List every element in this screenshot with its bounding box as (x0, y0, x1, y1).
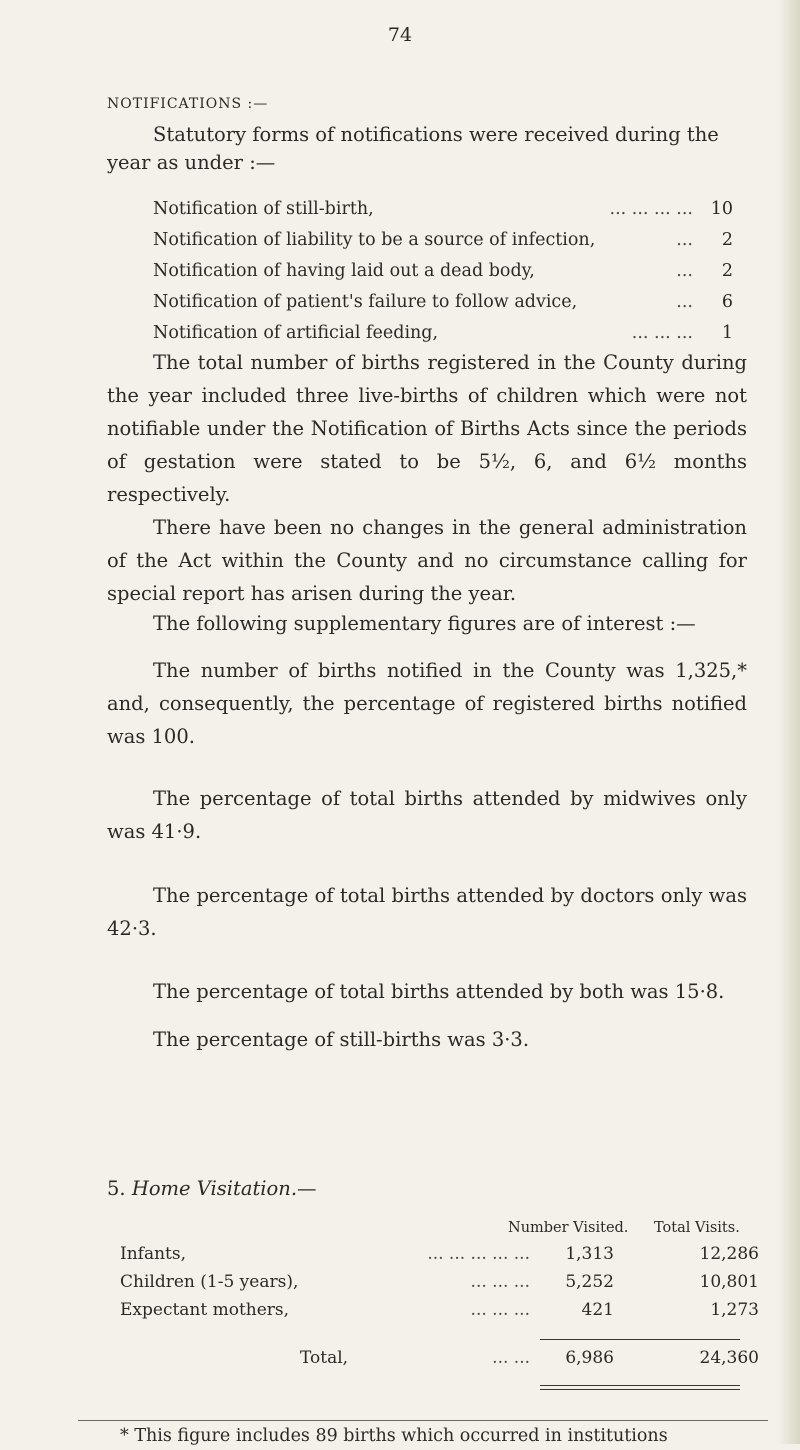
intro-line-2: year as under :— (107, 151, 276, 174)
column-header-total-visits: Total Visits. (654, 1220, 740, 1236)
leader-dots: ... ... ... ... ... (427, 1244, 530, 1264)
notification-count: 2 (721, 230, 733, 250)
notification-label: Notification of still-birth, (153, 199, 374, 219)
leader-dots: ... (676, 230, 693, 250)
leader-dots: ... ... ... (470, 1272, 530, 1292)
page-number: 74 (387, 24, 413, 46)
total-rule-lower (540, 1389, 740, 1390)
page-edge-shadow (778, 0, 800, 1444)
total-visits-cell: 10,801 (699, 1272, 759, 1292)
total-visits: 24,360 (699, 1348, 759, 1368)
paragraph-doctors-only: The percentage of total births attended by doctors only was 42·3. (107, 884, 747, 940)
intro-line-1: Statutory forms of notifications were received during the (153, 123, 719, 146)
paragraph-midwives-only: The percentage of total births attended by midwives only was 41·9. (107, 787, 747, 843)
paragraph-births-notified: The number of births notified in the County was 1,325,* and, consequently, the percentage of registered births notified was 100. (107, 659, 747, 748)
footnote-separator (78, 1420, 768, 1421)
paragraph-supplementary-intro: The following supplementary figures are of interest :— (153, 612, 696, 635)
number-visited-cell: 421 (581, 1300, 614, 1320)
row-label: Infants, (120, 1244, 186, 1264)
subtotal-rule (540, 1339, 740, 1340)
total-visits-cell: 1,273 (710, 1300, 759, 1320)
home-visitation-title (107, 1177, 317, 1200)
notification-label: Notification of having laid out a dead body, (153, 261, 535, 281)
paragraph-both: The percentage of total births attended by both was 15·8. (153, 980, 725, 1003)
total-visits-cell: 12,286 (699, 1244, 759, 1264)
column-header-number-visited: Number Visited. (508, 1220, 629, 1236)
footnote-line-1: * This figure includes 89 births which occurred in institutions (120, 1426, 668, 1446)
leader-dots: ... ... ... ... (609, 199, 693, 219)
section-title-text: Home Visitation. (131, 1177, 298, 1200)
row-label: Expectant mothers, (120, 1300, 290, 1320)
leader-dots: ... ... ... (631, 323, 693, 343)
total-label: Total, (300, 1348, 349, 1368)
paragraph-no-changes: There have been no changes in the general administration of the Act within the County and no circumstance calling for special report has arisen during the year. (107, 516, 747, 605)
row-label: Children (1-5 years), (120, 1272, 299, 1292)
number-visited-cell: 5,252 (565, 1272, 614, 1292)
footnote (120, 1422, 740, 1450)
leader-dots: ... ... (492, 1348, 530, 1368)
paragraph-still-births: The percentage of still-births was 3·3. (153, 1028, 530, 1051)
notification-count: 2 (721, 261, 733, 281)
section-heading-notifications: NOTIFICATIONS :— (107, 96, 269, 112)
notification-label: Notification of liability to be a source of infection, (153, 230, 596, 250)
total-number-visited: 6,986 (565, 1348, 614, 1368)
leader-dots: ... (676, 292, 693, 312)
section-number: 5. (107, 1177, 126, 1200)
title-dash: — (297, 1177, 317, 1200)
notification-count: 10 (710, 199, 733, 219)
paragraph-births-registered: The total number of births registered in the County during the year included three live-births of children which were not notifiable under the Notification of Births Acts since the periods of gestation were stated to be 5½, 6, and 6½ months respectively. (107, 351, 747, 506)
number-visited-cell: 1,313 (565, 1244, 614, 1264)
leader-dots: ... ... ... (470, 1300, 530, 1320)
total-rule-upper (540, 1385, 740, 1386)
notification-count: 6 (721, 292, 733, 312)
notification-label: Notification of patient's failure to follow advice, (153, 292, 578, 312)
notification-count: 1 (721, 323, 733, 343)
leader-dots: ... (676, 261, 693, 281)
notification-label: Notification of artificial feeding, (153, 323, 439, 343)
